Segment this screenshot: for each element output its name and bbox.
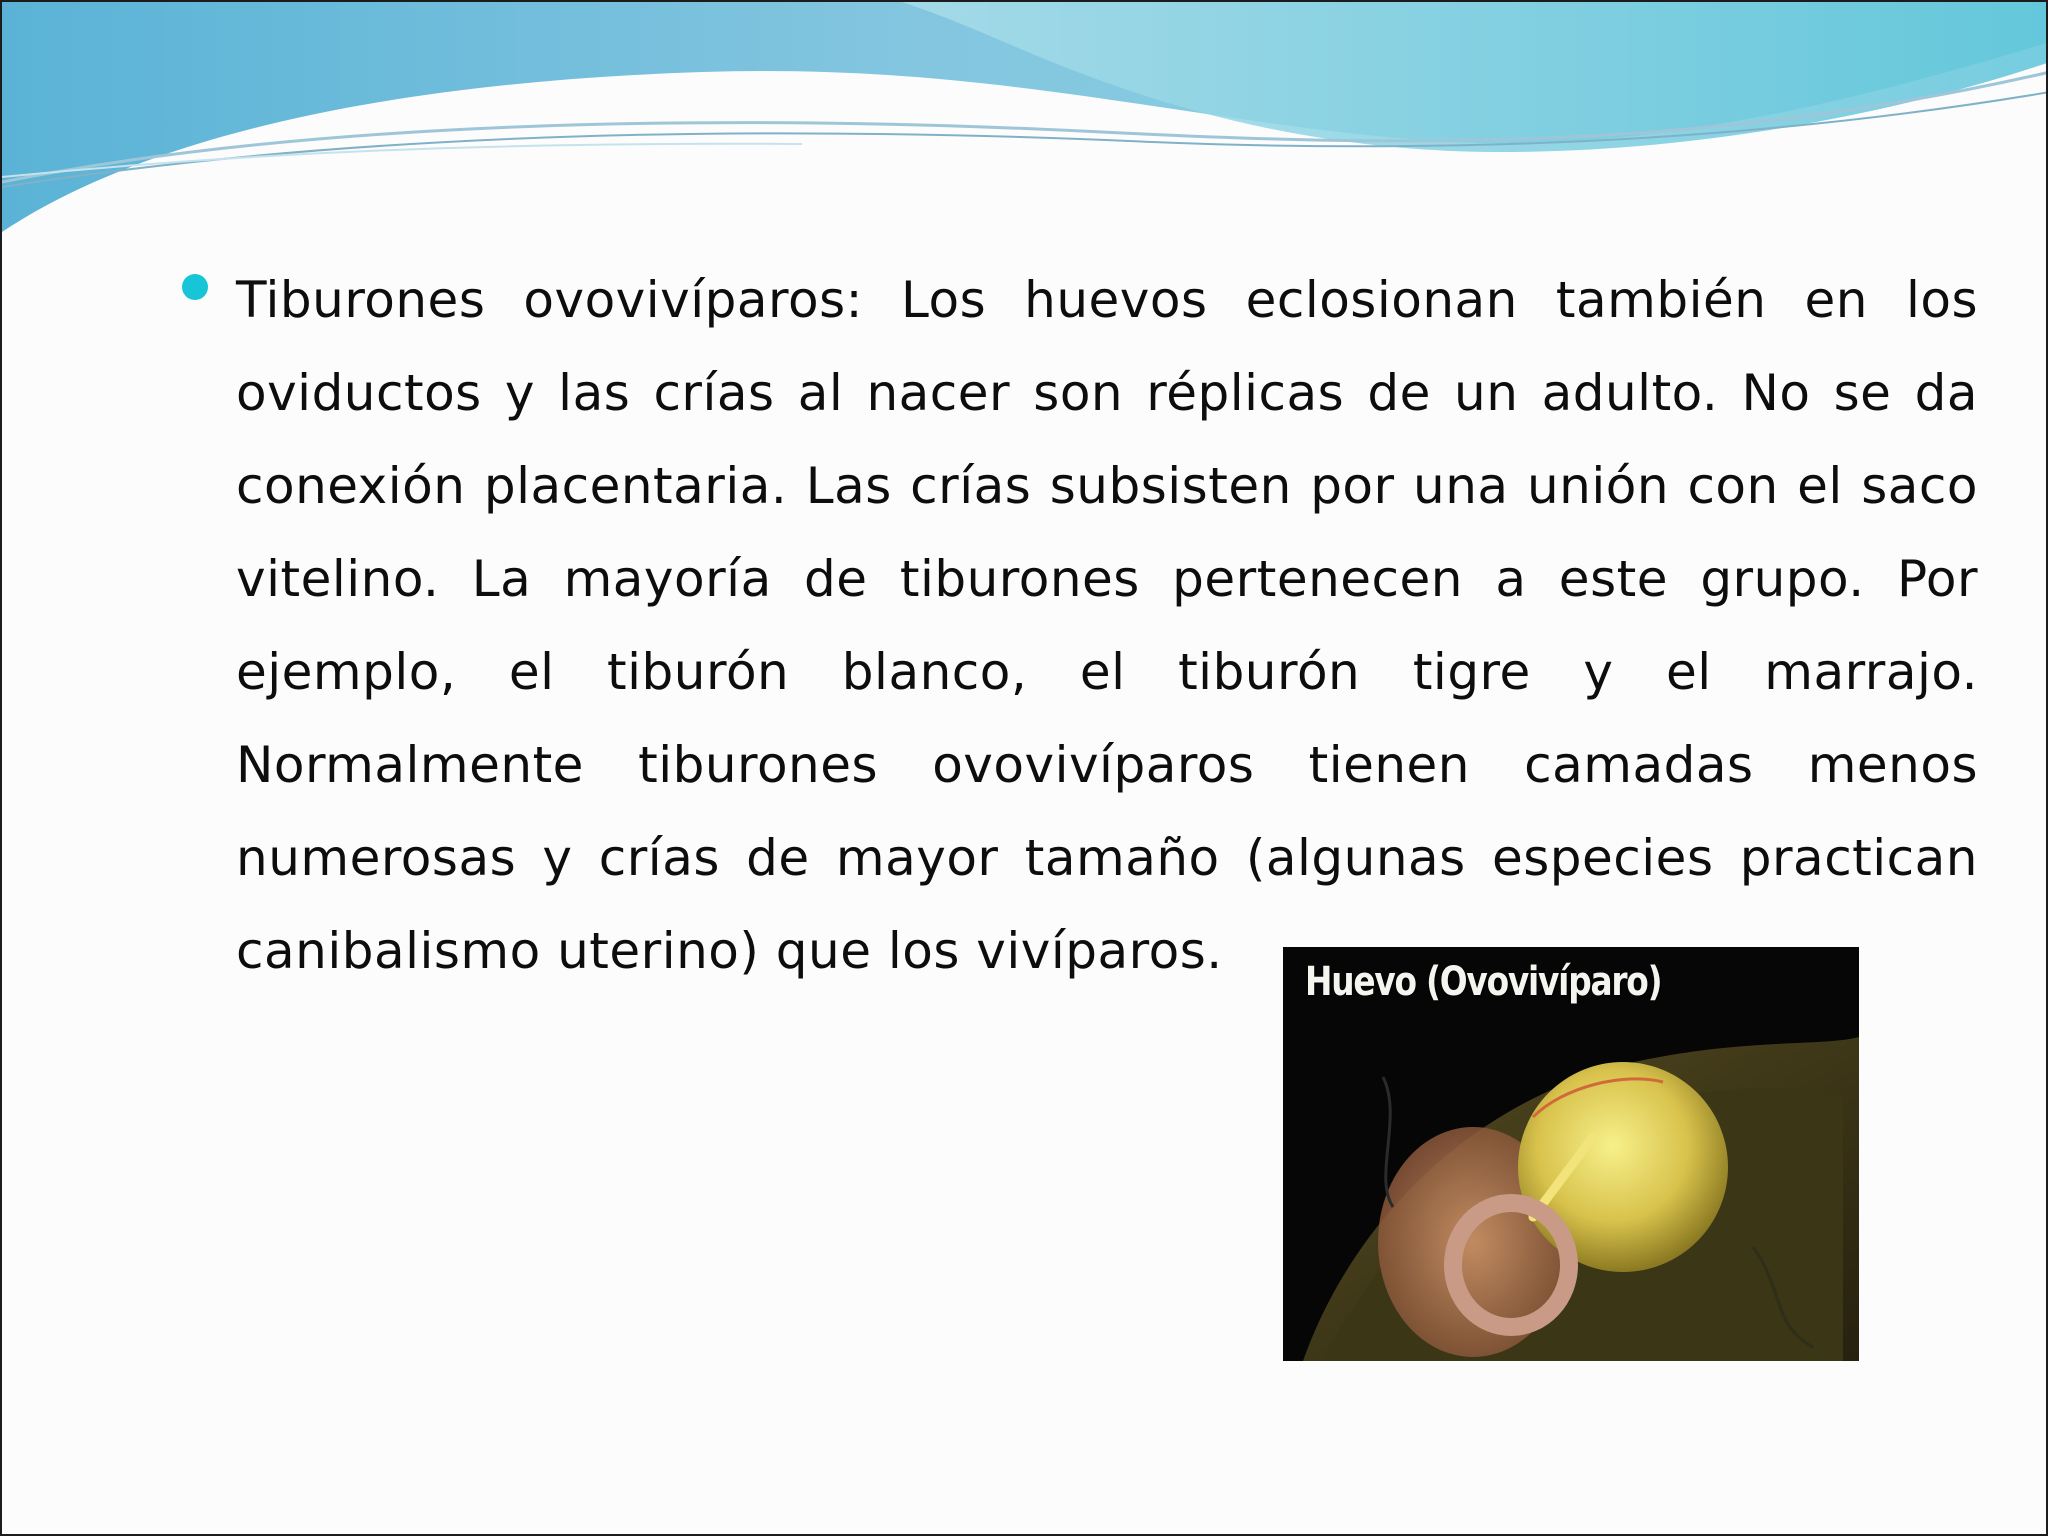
egg-illustration [1283,947,1859,1361]
header-wave-decoration [2,2,2048,242]
shark-egg-image [1283,947,1859,1361]
figure-caption: Huevo (Ovovivíparo) [1305,959,1662,1005]
bullet-dot-icon [182,274,208,300]
bullet-paragraph: Tiburones ovovivíparos: Los huevos eclosionan también en los oviductos y las crías al nacer son réplicas de un adulto. No se da conexión placentaria. Las crías subsisten por una unión con el saco vitelino. La mayoría de tiburones pertenecen a este grupo. Por ejemplo, el tiburón blanco, el tiburón tigre y el marrajo. Normalmente tiburones ovovivíparos tienen camadas menos numerosas y crías de mayor tamaño (algunas especies practican canibalismo uterino) que los vivíparos. [236,271,1978,980]
